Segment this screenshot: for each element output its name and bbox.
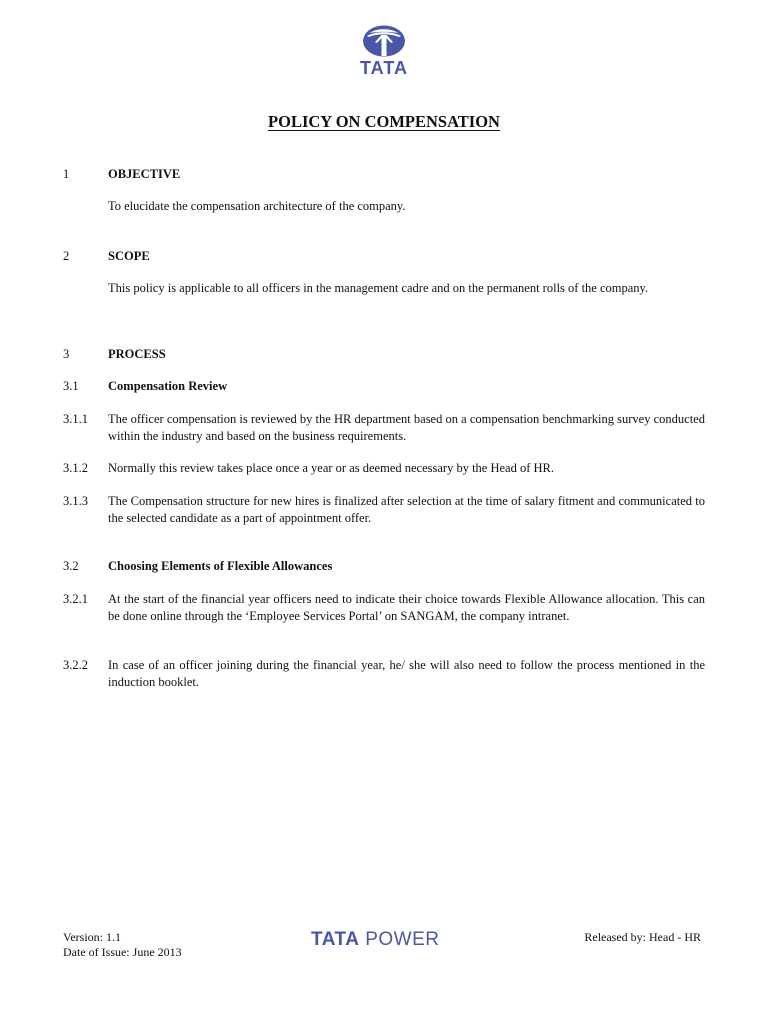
subsection-number: 3.2: [63, 559, 79, 573]
subsection-heading: Choosing Elements of Flexible Allowances: [108, 559, 333, 573]
clause-number: 3.2.2: [63, 658, 88, 672]
section-number: 2: [63, 249, 70, 263]
section-number: 3: [63, 347, 70, 361]
tata-emblem-icon: [361, 24, 407, 58]
clause-text: In case of an officer joining during the financial year, he/ she will also need to follow the process mentioned in the induction booklet.: [108, 658, 705, 689]
document-title-text: POLICY ON COMPENSATION: [268, 112, 500, 131]
clause-number: 3.1.3: [63, 494, 88, 508]
section-heading: PROCESS: [108, 347, 166, 361]
clause-number: 3.2.1: [63, 592, 88, 606]
clause-text: The officer compensation is reviewed by the HR department based on a compensation benchmarking survey conducted within the industry and based on the business requirements.: [108, 412, 705, 443]
section-heading: OBJECTIVE: [108, 167, 181, 181]
section-number: 1: [63, 167, 70, 181]
clause-number: 3.1.1: [63, 412, 88, 426]
date-of-issue-label: Date of Issue: June 2013: [63, 945, 182, 959]
section-heading: SCOPE: [108, 249, 150, 263]
clause-text: At the start of the financial year officers need to indicate their choice towards Flexible Allowance allocation. This can be done online through the ‘Employee Services Portal’ on SANGAM, the company intranet.: [108, 592, 705, 623]
logo-wordmark: TATA: [360, 58, 408, 78]
brand-tata-word: TATA: [311, 929, 360, 950]
section-paragraph: This policy is applicable to all officers in the management cadre and on the permanent rolls of the company.: [108, 281, 649, 295]
subsection-number: 3.1: [63, 379, 79, 393]
subsection-heading: Compensation Review: [108, 379, 228, 393]
clause-text: Normally this review takes place once a year or as deemed necessary by the Head of HR.: [108, 461, 555, 475]
version-label: Version: 1.1: [63, 930, 121, 944]
released-by-label: Released by: Head - HR: [584, 930, 701, 944]
footer-version-info: [63, 930, 182, 960]
clause-text: The Compensation structure for new hires is finalized after selection at the time of salary fitment and communicated to the selected candidate as a part of appointment offer.: [108, 494, 705, 525]
section-paragraph: To elucidate the compensation architecture of the company.: [108, 199, 406, 213]
tata-logo: [352, 24, 416, 82]
tata-power-logo: [311, 929, 440, 951]
document-title: [0, 112, 768, 132]
brand-power-word: POWER: [365, 929, 440, 950]
clause-number: 3.1.2: [63, 461, 88, 475]
